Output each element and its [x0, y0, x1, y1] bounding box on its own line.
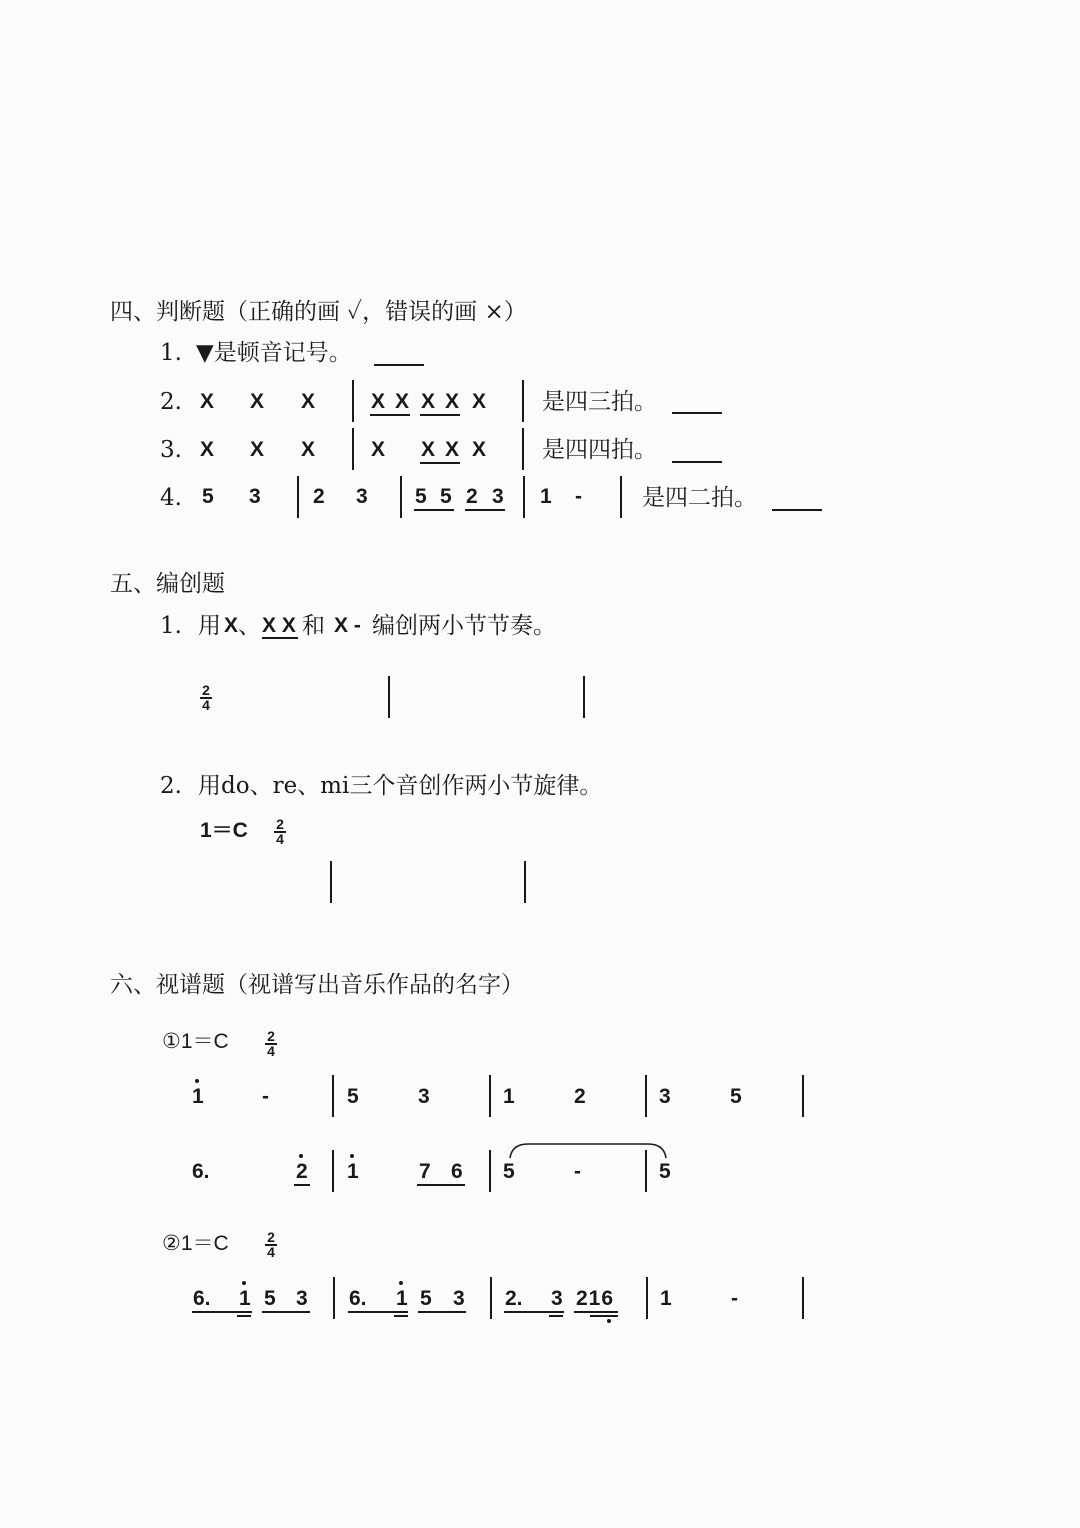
q3-answer-blank[interactable] [672, 461, 722, 463]
s5-q1-sep: 、 [238, 613, 261, 639]
barline [524, 861, 526, 903]
q4-note: - [575, 485, 582, 508]
q4-note: 5 [202, 485, 214, 508]
barline [352, 428, 354, 470]
q3-note: X [472, 438, 487, 461]
score2-note: - [731, 1287, 738, 1310]
underline [348, 1311, 408, 1313]
score2-note: 3 [296, 1287, 308, 1310]
underline [192, 1311, 252, 1313]
q4-number: 4. [160, 485, 182, 511]
q1-text: ▼是顿音记号。 [196, 340, 352, 366]
score1-note: 6. [192, 1160, 210, 1183]
q3-note: X [250, 438, 265, 461]
q2-note: X [200, 390, 215, 413]
score1-note: - [574, 1160, 581, 1183]
q3-number: 3. [160, 437, 182, 463]
q3-note: X [200, 438, 215, 461]
q3-note: X [301, 438, 316, 461]
high-octave-dot [195, 1079, 199, 1083]
score1-note: 1 [192, 1085, 204, 1108]
q4-note: 1 [540, 485, 552, 508]
underline [420, 414, 460, 416]
q4-answer-blank[interactable] [772, 509, 822, 511]
score1-note: - [262, 1085, 269, 1108]
q4-note: 3 [249, 485, 261, 508]
barline [333, 1277, 335, 1319]
barline [297, 476, 299, 518]
score2-note: 1 [660, 1287, 672, 1310]
q2-text: 是四三拍。 [542, 389, 657, 415]
underline [420, 462, 460, 464]
score1-note: 1 [503, 1085, 515, 1108]
score2-note: 5 [264, 1287, 276, 1310]
score2-note: 216 [576, 1287, 615, 1310]
time-signature: 2 4 [263, 1030, 279, 1058]
q4-note: 2 [466, 485, 478, 508]
barline [522, 428, 524, 470]
q2-note: X [301, 390, 316, 413]
score2-note: 2. [505, 1287, 523, 1310]
barline [646, 1277, 648, 1319]
score2-note: 5 [420, 1287, 432, 1310]
s5-q1-prefix: 用 [198, 613, 221, 639]
s5-q2-number: 2. [160, 773, 182, 799]
q4-note: 2 [313, 485, 325, 508]
s5-q1-number: 1. [160, 613, 182, 639]
rhythm-measure-2-input[interactable] [398, 676, 573, 718]
barline [645, 1075, 647, 1117]
barline [522, 380, 524, 422]
high-octave-dot [299, 1154, 303, 1158]
score2-note: 3 [551, 1287, 563, 1310]
section5-title: 五、编创题 [110, 571, 225, 597]
underline [417, 1184, 465, 1186]
underline [549, 1315, 563, 1317]
score1-note: 2 [574, 1085, 586, 1108]
barline [332, 1075, 334, 1117]
s5-q1-and: 和 [302, 613, 325, 639]
score1-note: 3 [659, 1085, 671, 1108]
q4-note: 3 [356, 485, 368, 508]
low-octave-dot [607, 1319, 611, 1323]
q4-note: 3 [492, 485, 504, 508]
score2-note: 6. [349, 1287, 367, 1310]
q4-note: 5 [415, 485, 427, 508]
barline [490, 1277, 492, 1319]
section6-title: 六、视谱题（视谱写出音乐作品的名字） [110, 972, 524, 998]
q1-answer-blank[interactable] [374, 364, 424, 366]
barline [802, 1075, 804, 1117]
s5-q1-rhythm: X - [334, 614, 361, 637]
high-octave-dot [242, 1281, 246, 1285]
q3-note: X [421, 438, 436, 461]
underline [370, 414, 410, 416]
barline [400, 476, 402, 518]
score2-key: ②1＝C [162, 1232, 229, 1255]
high-octave-dot [399, 1281, 403, 1285]
score1-note: 1 [347, 1160, 359, 1183]
score1-note: 3 [418, 1085, 430, 1108]
melody-measure-2-input[interactable] [340, 861, 515, 903]
underline [590, 1315, 618, 1317]
rhythm-measure-1-input[interactable] [220, 676, 380, 718]
q2-note: X [250, 390, 265, 413]
underline [504, 1311, 564, 1313]
melody-measure-1-input[interactable] [190, 861, 320, 903]
barline [802, 1277, 804, 1319]
underline [294, 1184, 310, 1186]
s5-q1-rhythm: X X [262, 614, 296, 637]
score2-note: 6. [193, 1287, 211, 1310]
q2-note: X [395, 390, 410, 413]
score2-note: 3 [453, 1287, 465, 1310]
q2-note: X [472, 390, 487, 413]
key-signature: 1＝C [200, 819, 248, 842]
score1-note: 7 [419, 1160, 431, 1183]
q3-note: X [371, 438, 386, 461]
underline [394, 1315, 408, 1317]
score1-key: ①1＝C [162, 1030, 229, 1053]
underline [262, 1311, 310, 1313]
score2-note: 1 [239, 1287, 251, 1310]
barline [388, 676, 390, 718]
barline [352, 380, 354, 422]
q3-note: X [445, 438, 460, 461]
q2-note: X [421, 390, 436, 413]
score1-note: 5 [730, 1085, 742, 1108]
section4-title: 四、判断题（正确的画 ✓，错误的画 ×） [110, 299, 527, 325]
barline [523, 476, 525, 518]
score1-note: 5 [503, 1160, 515, 1183]
q2-note: X [445, 390, 460, 413]
barline [332, 1150, 334, 1192]
q4-note: 5 [440, 485, 452, 508]
underline [237, 1315, 251, 1317]
score1-note: 5 [347, 1085, 359, 1108]
s5-q1-text: 编创两小节节奏。 [372, 613, 556, 639]
score1-note: 6 [451, 1160, 463, 1183]
q2-note: X [371, 390, 386, 413]
score1-note: 2 [296, 1160, 308, 1183]
q3-text: 是四四拍。 [542, 437, 657, 463]
q2-answer-blank[interactable] [672, 412, 722, 414]
barline [330, 861, 332, 903]
high-octave-dot [350, 1154, 354, 1158]
tie-arc [508, 1140, 668, 1160]
score1-note: 5 [659, 1160, 671, 1183]
time-signature: 2 4 [263, 1231, 279, 1259]
underline [574, 1311, 618, 1313]
q2-number: 2. [160, 389, 182, 415]
s5-q2-text: 用do、re、mi三个音创作两小节旋律。 [198, 773, 603, 799]
barline [583, 676, 585, 718]
underline [262, 637, 298, 639]
underline [418, 1311, 466, 1313]
underline [414, 509, 454, 511]
s5-q1-rhythm: X [224, 614, 239, 637]
time-signature: 2 4 [272, 818, 288, 846]
barline [489, 1150, 491, 1192]
underline [465, 509, 505, 511]
q1-number: 1. [160, 340, 182, 366]
barline [489, 1075, 491, 1117]
q4-text: 是四二拍。 [642, 485, 757, 511]
barline [620, 476, 622, 518]
time-signature: 2 4 [198, 684, 214, 712]
score2-note: 1 [396, 1287, 408, 1310]
